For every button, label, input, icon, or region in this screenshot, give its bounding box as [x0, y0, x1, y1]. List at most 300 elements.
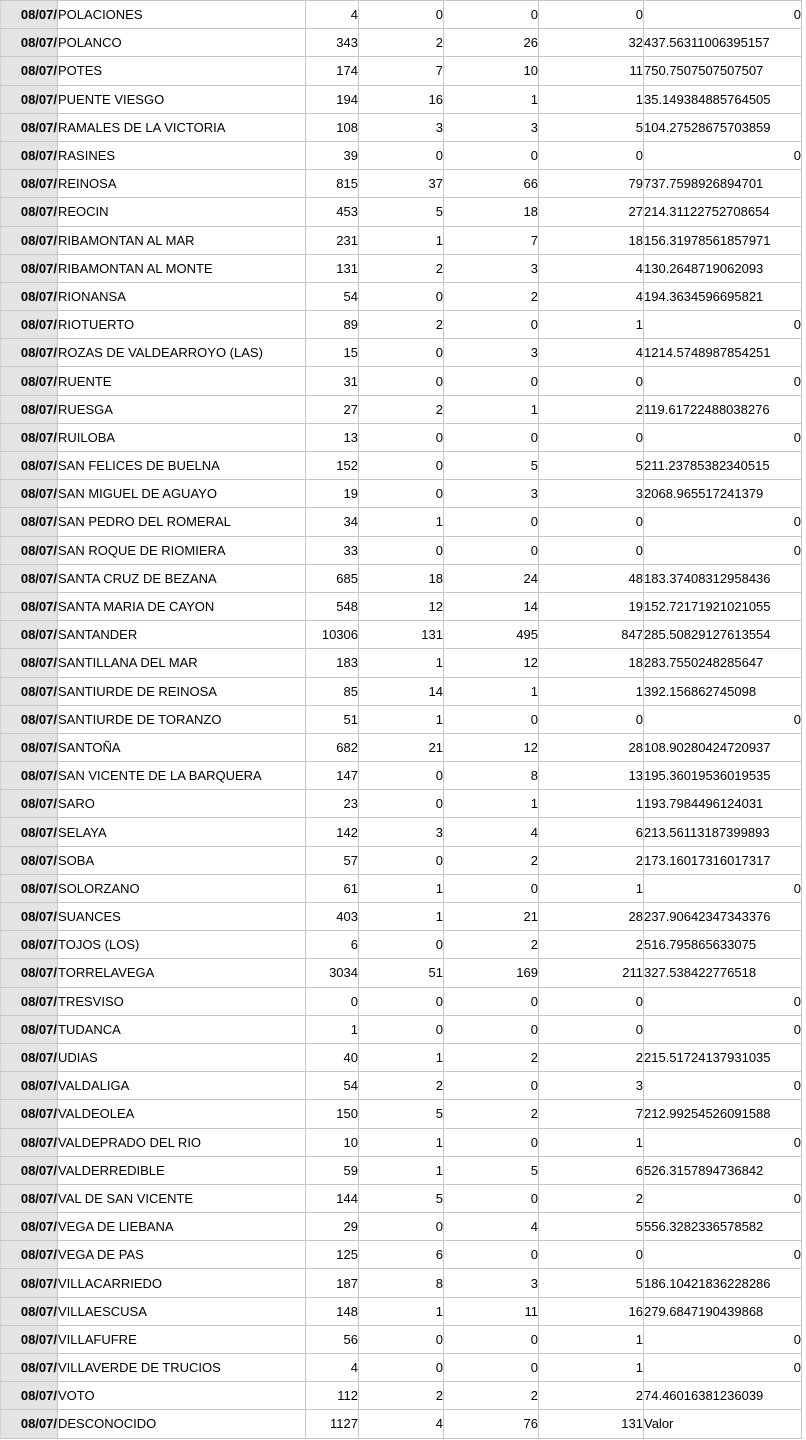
date-cell: 08/07/ [1, 85, 58, 113]
municipality-cell: RUESGA [58, 395, 306, 423]
date-cell: 08/07/ [1, 1325, 58, 1353]
value1-cell: 29 [306, 1213, 359, 1241]
value3-cell: 3 [444, 254, 539, 282]
table-row [1, 367, 802, 395]
municipality-cell: VILLACARRIEDO [58, 1269, 306, 1297]
value3-cell: 2 [444, 1100, 539, 1128]
value4-cell: 13 [539, 762, 644, 790]
value1-cell: 108 [306, 113, 359, 141]
value3-cell: 5 [444, 1156, 539, 1184]
table-row [1, 1382, 802, 1410]
municipality-cell: RAMALES DE LA VICTORIA [58, 113, 306, 141]
date-cell: 08/07/ [1, 1213, 58, 1241]
rate-cell: 737.7598926894701 [644, 170, 802, 198]
value2-cell: 0 [359, 1, 444, 29]
value3-cell: 24 [444, 564, 539, 592]
rate-cell: 2068.965517241379 [644, 480, 802, 508]
value2-cell: 0 [359, 1213, 444, 1241]
date-cell: 08/07/ [1, 818, 58, 846]
municipality-cell: SAN PEDRO DEL ROMERAL [58, 508, 306, 536]
value1-cell: 183 [306, 649, 359, 677]
date-cell: 08/07/ [1, 1241, 58, 1269]
value2-cell: 0 [359, 367, 444, 395]
value1-cell: 194 [306, 85, 359, 113]
value3-cell: 0 [444, 536, 539, 564]
value2-cell: 1 [359, 1043, 444, 1071]
date-cell: 08/07/ [1, 959, 58, 987]
value2-cell: 18 [359, 564, 444, 592]
value2-cell: 1 [359, 226, 444, 254]
rate-cell: 130.2648719062093 [644, 254, 802, 282]
value3-cell: 0 [444, 874, 539, 902]
value1-cell: 144 [306, 1184, 359, 1212]
municipality-cell: RIBAMONTAN AL MONTE [58, 254, 306, 282]
municipality-cell: DESCONOCIDO [58, 1410, 306, 1438]
table-row [1, 57, 802, 85]
value2-cell: 14 [359, 677, 444, 705]
rate-cell: 0 [644, 536, 802, 564]
date-cell: 08/07/ [1, 423, 58, 451]
rate-cell: 194.3634596695821 [644, 282, 802, 310]
value1-cell: 57 [306, 846, 359, 874]
municipality-cell: RIONANSA [58, 282, 306, 310]
value2-cell: 3 [359, 818, 444, 846]
value3-cell: 1 [444, 85, 539, 113]
date-cell: 08/07/ [1, 1269, 58, 1297]
value1-cell: 34 [306, 508, 359, 536]
municipality-cell: VEGA DE PAS [58, 1241, 306, 1269]
table-row [1, 959, 802, 987]
rate-cell: 0 [644, 1354, 802, 1382]
value2-cell: 5 [359, 198, 444, 226]
value2-cell: 0 [359, 790, 444, 818]
table-row [1, 677, 802, 705]
rate-cell: 327.538422776518 [644, 959, 802, 987]
table-row [1, 649, 802, 677]
value2-cell: 0 [359, 1015, 444, 1043]
value4-cell: 0 [539, 987, 644, 1015]
table-row [1, 85, 802, 113]
municipality-cell: SANTIURDE DE REINOSA [58, 677, 306, 705]
table-row [1, 423, 802, 451]
value2-cell: 1 [359, 705, 444, 733]
value2-cell: 1 [359, 649, 444, 677]
table-row [1, 1241, 802, 1269]
value4-cell: 0 [539, 423, 644, 451]
municipality-cell: ROZAS DE VALDEARROYO (LAS) [58, 339, 306, 367]
value2-cell: 16 [359, 85, 444, 113]
value1-cell: 10306 [306, 621, 359, 649]
rate-cell: 183.37408312958436 [644, 564, 802, 592]
rate-cell: 0 [644, 987, 802, 1015]
date-cell: 08/07/ [1, 1015, 58, 1043]
date-cell: 08/07/ [1, 57, 58, 85]
value3-cell: 0 [444, 367, 539, 395]
date-cell: 08/07/ [1, 254, 58, 282]
municipality-table-body [1, 1, 802, 1439]
value4-cell: 19 [539, 592, 644, 620]
value1-cell: 85 [306, 677, 359, 705]
value4-cell: 28 [539, 903, 644, 931]
table-row [1, 452, 802, 480]
municipality-cell: SAN VICENTE DE LA BARQUERA [58, 762, 306, 790]
value3-cell: 0 [444, 141, 539, 169]
value3-cell: 2 [444, 1043, 539, 1071]
value2-cell: 131 [359, 621, 444, 649]
value2-cell: 1 [359, 1156, 444, 1184]
value4-cell: 2 [539, 1043, 644, 1071]
value2-cell: 51 [359, 959, 444, 987]
municipality-cell: UDIAS [58, 1043, 306, 1071]
value3-cell: 1 [444, 790, 539, 818]
table-row [1, 198, 802, 226]
value2-cell: 8 [359, 1269, 444, 1297]
rate-cell: 0 [644, 423, 802, 451]
value3-cell: 12 [444, 733, 539, 761]
value4-cell: 131 [539, 1410, 644, 1438]
value1-cell: 54 [306, 282, 359, 310]
value3-cell: 12 [444, 649, 539, 677]
value2-cell: 0 [359, 339, 444, 367]
municipality-cell: POTES [58, 57, 306, 85]
rate-cell: 193.7984496124031 [644, 790, 802, 818]
rate-cell: 279.6847190439868 [644, 1297, 802, 1325]
value4-cell: 16 [539, 1297, 644, 1325]
table-row [1, 395, 802, 423]
value4-cell: 0 [539, 536, 644, 564]
value2-cell: 5 [359, 1184, 444, 1212]
value2-cell: 1 [359, 1128, 444, 1156]
table-row [1, 903, 802, 931]
value4-cell: 1 [539, 1354, 644, 1382]
value4-cell: 2 [539, 931, 644, 959]
date-cell: 08/07/ [1, 29, 58, 57]
rate-cell: 35.149384885764505 [644, 85, 802, 113]
value1-cell: 23 [306, 790, 359, 818]
date-cell: 08/07/ [1, 649, 58, 677]
table-row [1, 170, 802, 198]
value3-cell: 3 [444, 1269, 539, 1297]
value3-cell: 0 [444, 311, 539, 339]
value3-cell: 14 [444, 592, 539, 620]
value3-cell: 2 [444, 846, 539, 874]
date-cell: 08/07/ [1, 480, 58, 508]
rate-cell: 156.31978561857971 [644, 226, 802, 254]
municipality-cell: SAN MIGUEL DE AGUAYO [58, 480, 306, 508]
value1-cell: 1 [306, 1015, 359, 1043]
table-row [1, 480, 802, 508]
municipality-cell: VAL DE SAN VICENTE [58, 1184, 306, 1212]
municipality-cell: VALDEPRADO DEL RIO [58, 1128, 306, 1156]
value3-cell: 8 [444, 762, 539, 790]
rate-cell: 108.90280424720937 [644, 733, 802, 761]
table-row [1, 29, 802, 57]
rate-cell: Valor [644, 1410, 802, 1438]
date-cell: 08/07/ [1, 452, 58, 480]
value3-cell: 0 [444, 508, 539, 536]
value4-cell: 18 [539, 649, 644, 677]
value2-cell: 1 [359, 508, 444, 536]
value2-cell: 0 [359, 452, 444, 480]
rate-cell: 0 [644, 1325, 802, 1353]
rate-cell: 211.23785382340515 [644, 452, 802, 480]
value4-cell: 7 [539, 1100, 644, 1128]
value4-cell: 0 [539, 1015, 644, 1043]
value4-cell: 3 [539, 1072, 644, 1100]
municipality-cell: SANTIURDE DE TORANZO [58, 705, 306, 733]
rate-cell: 0 [644, 508, 802, 536]
value3-cell: 2 [444, 1382, 539, 1410]
rate-cell: 392.156862745098 [644, 677, 802, 705]
value3-cell: 0 [444, 1325, 539, 1353]
value1-cell: 453 [306, 198, 359, 226]
rate-cell: 0 [644, 141, 802, 169]
value2-cell: 37 [359, 170, 444, 198]
value4-cell: 2 [539, 1382, 644, 1410]
value3-cell: 3 [444, 480, 539, 508]
municipality-cell: TRESVISO [58, 987, 306, 1015]
value2-cell: 0 [359, 1354, 444, 1382]
table-row [1, 339, 802, 367]
value1-cell: 27 [306, 395, 359, 423]
value1-cell: 682 [306, 733, 359, 761]
value1-cell: 19 [306, 480, 359, 508]
value4-cell: 5 [539, 113, 644, 141]
date-cell: 08/07/ [1, 367, 58, 395]
value1-cell: 187 [306, 1269, 359, 1297]
municipality-cell: VOTO [58, 1382, 306, 1410]
value4-cell: 4 [539, 282, 644, 310]
value1-cell: 148 [306, 1297, 359, 1325]
value2-cell: 5 [359, 1100, 444, 1128]
table-row [1, 254, 802, 282]
table-row [1, 1128, 802, 1156]
rate-cell: 119.61722488038276 [644, 395, 802, 423]
rate-cell: 213.56113187399893 [644, 818, 802, 846]
value4-cell: 27 [539, 198, 644, 226]
value4-cell: 3 [539, 480, 644, 508]
value4-cell: 0 [539, 508, 644, 536]
table-row [1, 508, 802, 536]
rate-cell: 516.795865633075 [644, 931, 802, 959]
value3-cell: 0 [444, 1, 539, 29]
value2-cell: 7 [359, 57, 444, 85]
table-row [1, 1156, 802, 1184]
value4-cell: 0 [539, 141, 644, 169]
value4-cell: 0 [539, 705, 644, 733]
value3-cell: 1 [444, 677, 539, 705]
value1-cell: 10 [306, 1128, 359, 1156]
value4-cell: 2 [539, 846, 644, 874]
value3-cell: 0 [444, 1354, 539, 1382]
value3-cell: 0 [444, 1072, 539, 1100]
municipality-cell: VILLAFUFRE [58, 1325, 306, 1353]
rate-cell: 215.51724137931035 [644, 1043, 802, 1071]
municipality-cell: PUENTE VIESGO [58, 85, 306, 113]
value3-cell: 1 [444, 395, 539, 423]
municipality-cell: SANTANDER [58, 621, 306, 649]
rate-cell: 0 [644, 705, 802, 733]
value1-cell: 56 [306, 1325, 359, 1353]
value3-cell: 26 [444, 29, 539, 57]
municipality-cell: RASINES [58, 141, 306, 169]
date-cell: 08/07/ [1, 141, 58, 169]
value3-cell: 10 [444, 57, 539, 85]
date-cell: 08/07/ [1, 564, 58, 592]
value4-cell: 1 [539, 790, 644, 818]
date-cell: 08/07/ [1, 395, 58, 423]
value1-cell: 59 [306, 1156, 359, 1184]
value2-cell: 0 [359, 931, 444, 959]
value2-cell: 6 [359, 1241, 444, 1269]
date-cell: 08/07/ [1, 1100, 58, 1128]
rate-cell: 556.3282336578582 [644, 1213, 802, 1241]
value2-cell: 2 [359, 1072, 444, 1100]
municipality-cell: VALDALIGA [58, 1072, 306, 1100]
value4-cell: 4 [539, 339, 644, 367]
table-row [1, 762, 802, 790]
value4-cell: 6 [539, 818, 644, 846]
rate-cell: 104.27528675703859 [644, 113, 802, 141]
table-row [1, 311, 802, 339]
table-row [1, 282, 802, 310]
rate-cell: 526.3157894736842 [644, 1156, 802, 1184]
value1-cell: 152 [306, 452, 359, 480]
date-cell: 08/07/ [1, 733, 58, 761]
value4-cell: 4 [539, 254, 644, 282]
value1-cell: 3034 [306, 959, 359, 987]
value4-cell: 0 [539, 1, 644, 29]
value4-cell: 6 [539, 1156, 644, 1184]
table-row [1, 141, 802, 169]
value1-cell: 89 [306, 311, 359, 339]
municipality-cell: SAN ROQUE DE RIOMIERA [58, 536, 306, 564]
rate-cell: 173.16017316017317 [644, 846, 802, 874]
municipality-cell: TORRELAVEGA [58, 959, 306, 987]
value3-cell: 169 [444, 959, 539, 987]
municipality-cell: SAN FELICES DE BUELNA [58, 452, 306, 480]
date-cell: 08/07/ [1, 508, 58, 536]
table-row [1, 1, 802, 29]
value3-cell: 0 [444, 987, 539, 1015]
value4-cell: 11 [539, 57, 644, 85]
date-cell: 08/07/ [1, 592, 58, 620]
value2-cell: 12 [359, 592, 444, 620]
rate-cell: 0 [644, 311, 802, 339]
date-cell: 08/07/ [1, 311, 58, 339]
value4-cell: 79 [539, 170, 644, 198]
date-cell: 08/07/ [1, 282, 58, 310]
value4-cell: 847 [539, 621, 644, 649]
municipality-cell: SARO [58, 790, 306, 818]
rate-cell: 186.10421836228286 [644, 1269, 802, 1297]
table-row [1, 1297, 802, 1325]
table-row [1, 226, 802, 254]
municipality-cell: SANTOÑA [58, 733, 306, 761]
value1-cell: 51 [306, 705, 359, 733]
value1-cell: 40 [306, 1043, 359, 1071]
municipality-cell: SANTA MARIA DE CAYON [58, 592, 306, 620]
value1-cell: 6 [306, 931, 359, 959]
value1-cell: 231 [306, 226, 359, 254]
value2-cell: 1 [359, 874, 444, 902]
municipality-cell: RIBAMONTAN AL MAR [58, 226, 306, 254]
municipality-cell: RIOTUERTO [58, 311, 306, 339]
value3-cell: 21 [444, 903, 539, 931]
municipality-cell: SANTILLANA DEL MAR [58, 649, 306, 677]
rate-cell: 0 [644, 1128, 802, 1156]
date-cell: 08/07/ [1, 1184, 58, 1212]
value2-cell: 2 [359, 311, 444, 339]
rate-cell: 0 [644, 1241, 802, 1269]
rate-cell: 74.46016381236039 [644, 1382, 802, 1410]
municipality-cell: REINOSA [58, 170, 306, 198]
table-row [1, 536, 802, 564]
value1-cell: 54 [306, 1072, 359, 1100]
table-row [1, 564, 802, 592]
value1-cell: 125 [306, 1241, 359, 1269]
date-cell: 08/07/ [1, 931, 58, 959]
municipality-cell: POLANCO [58, 29, 306, 57]
table-row [1, 818, 802, 846]
municipality-cell: TOJOS (LOS) [58, 931, 306, 959]
table-row [1, 1100, 802, 1128]
value1-cell: 4 [306, 1354, 359, 1382]
rate-cell: 214.31122752708654 [644, 198, 802, 226]
date-cell: 08/07/ [1, 1382, 58, 1410]
value3-cell: 76 [444, 1410, 539, 1438]
value1-cell: 142 [306, 818, 359, 846]
value2-cell: 2 [359, 395, 444, 423]
rate-cell: 437.56311006395157 [644, 29, 802, 57]
value2-cell: 0 [359, 423, 444, 451]
date-cell: 08/07/ [1, 170, 58, 198]
date-cell: 08/07/ [1, 226, 58, 254]
rate-cell: 0 [644, 1072, 802, 1100]
value2-cell: 1 [359, 1297, 444, 1325]
table-row [1, 874, 802, 902]
municipality-cell: POLACIONES [58, 1, 306, 29]
value1-cell: 33 [306, 536, 359, 564]
date-cell: 08/07/ [1, 903, 58, 931]
value3-cell: 11 [444, 1297, 539, 1325]
value3-cell: 3 [444, 113, 539, 141]
table-row [1, 733, 802, 761]
table-row [1, 1269, 802, 1297]
table-row [1, 705, 802, 733]
value4-cell: 48 [539, 564, 644, 592]
date-cell: 08/07/ [1, 536, 58, 564]
date-cell: 08/07/ [1, 1354, 58, 1382]
date-cell: 08/07/ [1, 1156, 58, 1184]
table-row [1, 931, 802, 959]
date-cell: 08/07/ [1, 677, 58, 705]
value4-cell: 1 [539, 677, 644, 705]
value3-cell: 2 [444, 931, 539, 959]
rate-cell: 0 [644, 1, 802, 29]
date-cell: 08/07/ [1, 790, 58, 818]
rate-cell: 195.36019536019535 [644, 762, 802, 790]
rate-cell: 285.50829127613554 [644, 621, 802, 649]
value4-cell: 2 [539, 1184, 644, 1212]
municipality-cell: SELAYA [58, 818, 306, 846]
value3-cell: 18 [444, 198, 539, 226]
value3-cell: 7 [444, 226, 539, 254]
value2-cell: 1 [359, 903, 444, 931]
value3-cell: 5 [444, 452, 539, 480]
value1-cell: 147 [306, 762, 359, 790]
municipality-cell: SUANCES [58, 903, 306, 931]
